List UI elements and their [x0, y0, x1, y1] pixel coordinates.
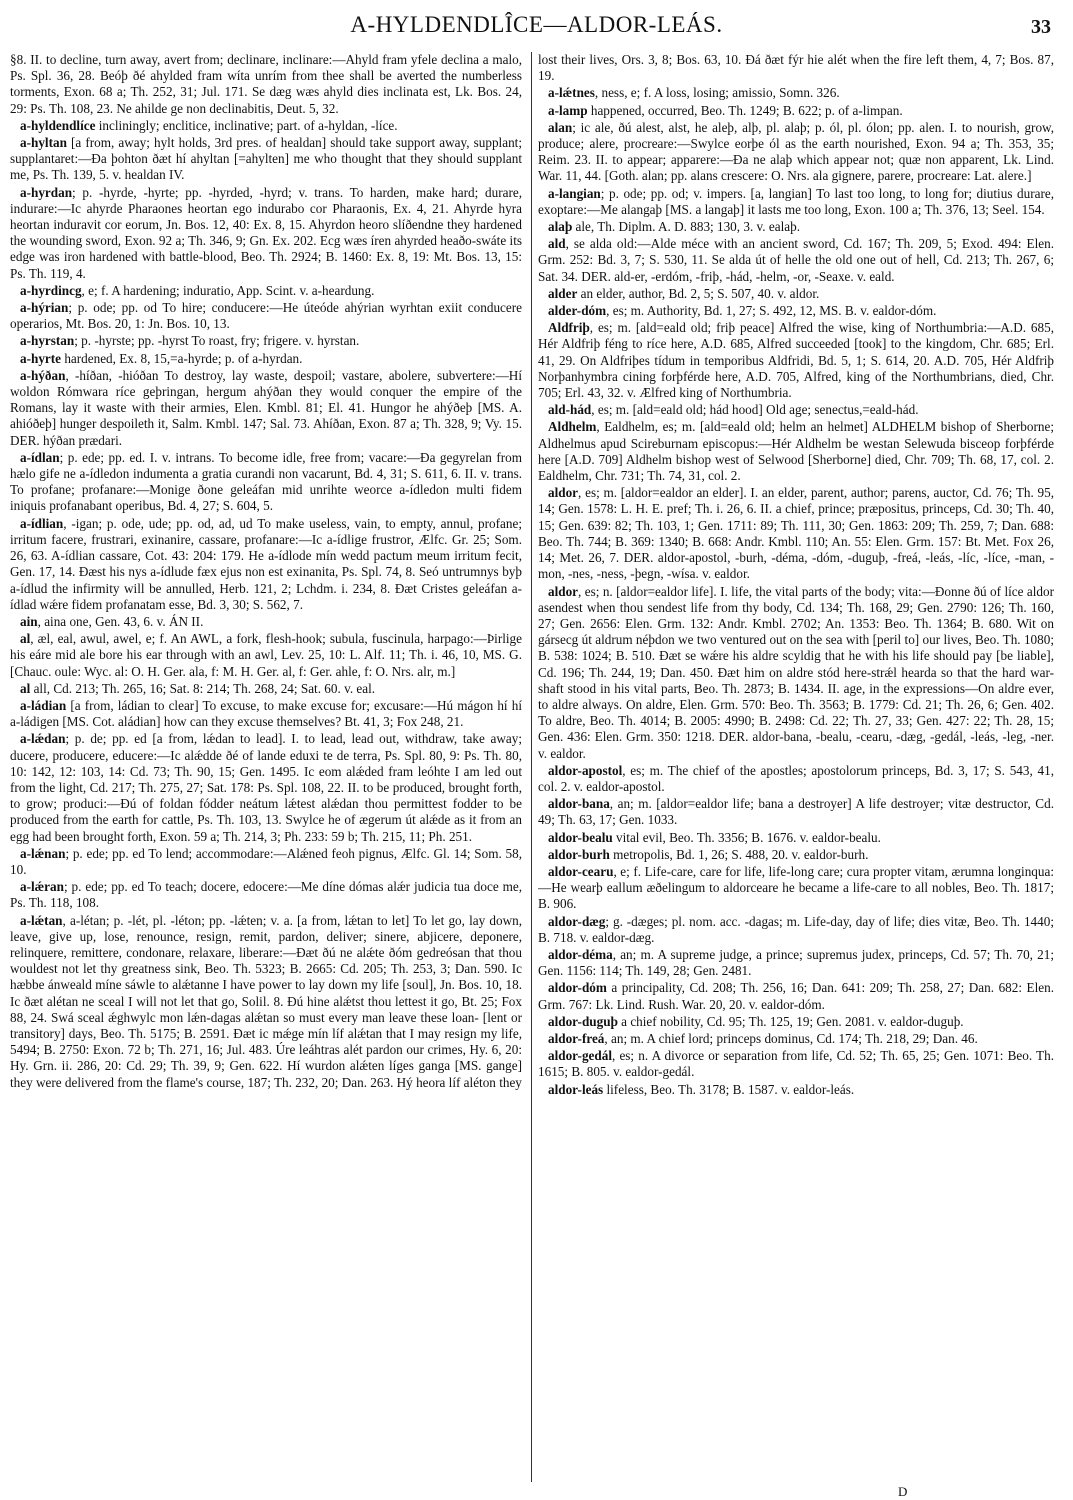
entry-text: [a from, ládian to clear] To excuse, to make excuse for; excusare:—Hú mágon hí hí a-ládigen [MS. Cot. aládian] how can they excuse themselves? Bt. 41, 3; Fox 248, 21. [10, 697, 522, 730]
entry-text: , Ealdhelm, es; m. [ald=eald old; helm an helmet] ALDHELM bishop of Sherborne; Aldhelmus apud Scireburnam episcopus:—Hér Aldhelm be westan Selewuda bisceop forþférde here [A.D. 709] Aldhelm bishop west of Selwood [Sherborne] died, Chr. 709; Th. 68, 17, col. 2. Ealdhelm, Chr. 731; Th. 74, 31, col. 2. [538, 419, 1054, 484]
column-divider [531, 52, 532, 1482]
dictionary-entry [538, 286, 1054, 302]
dictionary-entry [538, 52, 1054, 84]
entry-text: , -híðan, -hióðan To destroy, lay waste, despoil; vastare, abolere, subvertere:—Hí woldon Rómwara ríce geþringan, hergum ahýðan they would conquer the empire of the Romans, lay it waste with their armies, Elen. Kmbl. 81; El. 41. Hungor he ahýðeþ [MS. A. ahióðeþ] hunger despoileth it, Salm. Kmbl. 147; Sal. 73. Ahíðan, Exon. 87 a; Th. 328, 9; Vy. 15. DER. hýðan prædari. [10, 367, 522, 448]
dictionary-entry [538, 830, 1054, 846]
entry-headword: alan [548, 119, 573, 135]
dictionary-entry [538, 120, 1054, 185]
dictionary-entry [10, 333, 522, 349]
entry-text: ale, Th. Diplm. A. D. 883; 130, 3. v. ealaþ. [572, 219, 801, 235]
dictionary-entry [538, 85, 1054, 101]
entry-text: incliningly; enclitice, inclinative; part. of a-hyldan, -líce. [95, 117, 398, 133]
entry-headword: alder [548, 285, 578, 301]
dictionary-entry [10, 698, 522, 730]
entry-headword: aldor-burh [548, 846, 610, 862]
entry-headword: a-hýrian [20, 300, 69, 316]
entry-text: an elder, author, Bd. 2, 5; S. 507, 40. v. aldor. [577, 285, 820, 301]
entry-headword: a-lǽnan [20, 845, 66, 861]
dictionary-entry [538, 796, 1054, 828]
dictionary-entry [10, 135, 522, 184]
dictionary-entry [538, 980, 1054, 1012]
entry-text: , es; m. [aldor=ealdor an elder]. I. an elder, parent, author; parens, auctor, Cd. 76; Th. 95, 14; Gen. 1578: L. H. E. pref; Th. i. 26, 6. II. a chief, prince; præpositus, princeps, Cd. 30; Th. 40, 15; Gen. 639: 82; Th. 103, 1; Gen. 1711: 89; Th. 111, 30; Gen. 1863: 209; Th. 259, 7; Dan. 688: Beo. Th. 744; B. 369: 1340; B. 668: Andr. Kmbl. 110; An. 55: Elen. Grm. 157: Bt. Met. Fox 26, 14; Met. 26, 7. DER. aldor-apostol, -burh, -déma, -dóm, -duguþ, -freá, -leás, -líc, -líce, -man, -mon, -nes, -ness, -þegn, -wísa. v. ealdor. [538, 485, 1054, 582]
entry-text: all, Cd. 213; Th. 265, 16; Sat. 8: 214; Th. 268, 24; Sat. 60. v. eal. [30, 680, 376, 696]
dictionary-entry [538, 485, 1054, 582]
entry-headword: Aldhelm [548, 419, 597, 435]
entry-text: , es; n. A divorce or separation from life, Cd. 52; Th. 65, 25; Gen. 1071: Beo. Th. 1615; B. 805. v. ealdor-gedál. [538, 1048, 1054, 1080]
dictionary-entry [538, 864, 1054, 913]
page-number: 33 [1031, 16, 1051, 38]
dictionary-entry [10, 368, 522, 449]
dictionary-entry [10, 52, 522, 117]
entry-headword: aldor [548, 485, 579, 501]
entry-headword: a-lǽran [20, 879, 64, 895]
dictionary-entry [538, 763, 1054, 795]
dictionary-entry [10, 300, 522, 332]
dictionary-entry [10, 516, 522, 613]
entry-text: , æl, eal, awul, awel, e; f. An AWL, a fork, flesh-hook; subula, fuscinula, harpago:—Þirlige his eáre mid ale bore his ear through with an awl, Lev. 25, 10: L. Alf. 11; Th. i. 46, 10, MS. G. [Chauc. oule: Wyc. al: O. H. Ger. ala, f: M. H. Ger. al, f: Ger. ahle, f: O. Nrs. alr, m.] [10, 631, 522, 679]
entry-text: ; ic ale, ðú alest, alst, he aleþ, alþ, pl. alaþ; p. ól, pl. ólon; pp. alen. I. to nourish, grow, produce; alere, procreare:—Swylce eorþe ól as the earth nourished, Exon. 94 a; Th. 353, 35; Reim. 23. II. to appear; apparere:—Ða ne alaþ which appear not; quæ non apparent, Lk. Lind. War. 11, 44. [Goth. alan; pp. alans crescere: O. Nrs. ala gignere, parere, procreare: Lat. alere.] [538, 119, 1054, 184]
entry-text: ; p. ede; pp. ed To lend; accommodare:—Alǽned feoh pignus, Ælfc. Gl. 14; Som. 58, 10. [10, 845, 522, 877]
dictionary-entry [538, 186, 1054, 218]
dictionary-entry [538, 1082, 1054, 1098]
dictionary-entry [10, 185, 522, 282]
running-head [0, 8, 1073, 48]
entry-text: ; p. ode; pp. od; v. impers. [a, langian] To last too long, to long for; diutius durare, exoptare:—Me alangaþ [MS. a langaþ] it lasts me too long, Exon. 100 a; Th. 376, 13; Seel. 154. [538, 185, 1054, 217]
entry-headword: ain [20, 613, 38, 629]
entry-text: ; g. -dæges; pl. nom. acc. -dagas; m. Life-day, day of life; dies vitæ, Beo. Th. 1440; B. 718. v. ealdor-dæg. [538, 913, 1054, 945]
entry-text: , es; m. The chief of the apostles; apostolorum princeps, Bd. 3, 17; S. 543, 41, col. 2. v. ealdor-apostol. [538, 762, 1054, 794]
dictionary-entry [538, 847, 1054, 863]
entry-text: , e; f. A hardening; induratio, App. Scint. v. a-heardung. [81, 282, 375, 298]
entry-headword: a-hýðan [20, 367, 66, 383]
entry-text: §8. II. to decline, turn away, avert from; declinare, inclinare:—Ahyld fram yfele declina a malo, Ps. Spl. 36, 28. Beóþ ðé ahylded fram wíta unrím from thee shall be averted the numberless torments, Exon. 68 a; Th. 252, 31; Jul. 171. Se dæg wæs ahyld dies inclinata est, Lk. Bos. 24, 29: Ps. Th. 108, 23. Ne ahilde ge non declinabitis, Deut. 5, 32. [10, 52, 522, 116]
entry-headword: ald-hád [548, 402, 592, 418]
entry-headword: Aldfriþ [548, 320, 590, 336]
entry-text: metropolis, Bd. 1, 26; S. 488, 20. v. ealdor-burh. [609, 846, 869, 862]
entry-headword: aldor-leás [548, 1081, 604, 1097]
entry-headword: aldor-cearu [548, 863, 614, 879]
dictionary-entry [538, 219, 1054, 235]
entry-text: happened, occurred, Beo. Th. 1249; B. 622; p. of a-limpan. [587, 102, 903, 118]
right-column [538, 52, 1054, 1492]
dictionary-entry [538, 419, 1054, 484]
entry-text: [a from, away; hylt holds, 3rd pres. of healdan] should take support away, supplant; supplantaret:—Ða þohton ðæt hí ahyltan [=ahylten] me who thought that they should supplant me, Ps. Th. 139, 5. v. healdan IV. [10, 135, 522, 183]
entry-text: , a-létan; p. -lét, pl. -léton; pp. -lǽten; v. a. [a from, lǽtan to let] To let go, lay down, leave, give up, lose, renounce, resign, remit, pardon, deliver; sinere, abjicere, deponere, relinquere, remittere, condonare, relaxare, liberare:—Ðæt ðú ne alǽte ðóm gedreósan that thou wouldest not let thy greatness sink, Beo. Th. 5323; B. 2665: Cd. 205; Th. 253, 3; Dan. 590. Ic hæbbe ánweald míne sáwle to alǽtanne I have power to lay down my life [soul], Jn. Bos. 10, 18. Ic ðæt alétan ne sceal I will not let that go, Solil. 8. Ðú hine alǽtst thou lettest it go, Bt. 25; Fox 88, 24. Swá sceal ǽghwylc mon lǽn-dagas alǽtan so must every man leave these loan- [lent or transitory] days, Beo. Th. 5175; B. 2591. Ðæt ic mǽge mín líf alǽtan that I may resign my life, 5494; B. 2750: Exon. 72 b; Th. 271, 16; Jul. 483. Úre leáhtras alét pardon our crimes, Hy. 6, 20: Hy. Grn. ii. 286, 20: Cd. 29; Th. 39, 9; Gen. 622. Hí wurdon alǽten líges ganga [MS. gange] they were delivered from the flame's course, 187; Th. 232, 20; Dan. 263. Hý heora líf aléton they [10, 912, 522, 1090]
entry-text: lifeless, Beo. Th. 3178; B. 1587. v. ealdor-leás. [603, 1081, 855, 1097]
entry-headword: a-hyrte [20, 350, 62, 366]
entry-headword: aldor-bana [548, 796, 610, 812]
entry-text: , e; f. Life-care, care for life, life-long care; cura propter vitam, ærumna longinqua:—He wearþ eallum æðelingum to aldorcearе he became a life-care to all nobles, Beo. Th. 1817; B. 906. [538, 863, 1054, 912]
dictionary-entry [10, 681, 522, 697]
dictionary-entry [538, 584, 1054, 762]
entry-headword: a-lamp [548, 102, 588, 118]
entry-text: , an; m. A chief lord; princeps dominus, Cd. 174; Th. 218, 29; Dan. 46. [604, 1030, 978, 1046]
dictionary-entry [538, 914, 1054, 946]
dictionary-entry [538, 103, 1054, 119]
entry-text: , es; m. [ald=eald old; hád hood] Old age; senectus,=eald-hád. [591, 402, 919, 418]
entry-headword: aldor-bealu [548, 829, 613, 845]
entry-headword: a-ídlan [20, 449, 60, 465]
dictionary-entry [10, 118, 522, 134]
entry-headword: a-lǽtnes [548, 85, 595, 101]
entry-text: ; p. de; pp. ed [a from, lǽdan to lead]. I. to lead, lead out, withdraw, take away; ducere, producere, educere:—Ic alǽdde ðé of lande eduxi te de terra, Ps. Spl. 80, 9: Ps. Th. 80, 10: 142, 12: 103, 14: Cd. 73; Th. 90, 15; Gen. 1495. Ic eom alǽded fram leóhte I am led out from the light, Cd. 217; Th. 275, 27; Sat. 178: Ps. Spl. 108, 22. II. to be produced, brought forth, to grow; produci:—Ðú of foldan fódder neátum lǽtest alǽdan thou permittest fodder to be produced from the earth for cattle, Ps. Th. 103, 13. Swylce he of ægerum út alǽde as it from an egg had been brought forth, Exon. 59 a; Th. 214, 3; Ph. 233: 59 b; Th. 215, 11; Ph. 251. [10, 731, 522, 844]
entry-headword: a-ídlian [20, 515, 64, 531]
entry-text: , an; m. A supreme judge, a prince; supremus judex, princeps, Cd. 57; Th. 70, 21; Gen. 1156: 114; Th. 149, 28; Gen. 2481. [538, 946, 1054, 979]
dictionary-entry [538, 1014, 1054, 1030]
dictionary-entry [10, 731, 522, 844]
dictionary-entry [538, 303, 1054, 319]
entry-headword: aldor-dóm [548, 980, 607, 996]
entry-headword: a-hyltan [20, 135, 67, 151]
entry-headword: aldor-apostol [548, 762, 623, 778]
entry-headword: alaþ [548, 219, 573, 235]
entry-text: , an; m. [aldor=ealdor life; bana a destroyer] A life destroyer; vitæ destructor, Cd. 49; Th. 63, 17; Gen. 1033. [538, 796, 1054, 828]
entry-text: lost their lives, Ors. 3, 8; Bos. 63, 10. Ðá ðæt fýr hie alét when the fire left them, 4, 7; Bos. 87, 19. [538, 52, 1054, 84]
entry-headword: ald [548, 236, 566, 252]
dictionary-entry [10, 450, 522, 515]
entry-headword: a-hyrstan [20, 333, 75, 349]
dictionary-entry [538, 320, 1054, 401]
entry-text: , es; m. [ald=eald old; friþ peace] Alfred the wise, king of Northumbria:—A.D. 685, Hér Aldfriþ féng to ríce here, A.D. 685, Alfred succeeded [took] to the kingdom, Chr. 685; Erl. 41, 29. On Aldfriþes tídum in temporibus Aldfridi, Bd. 5, 1; S. 614, 20. A.D. 705, Hér Aldfriþ Norþanhymbra cining forþférde here, A.D. 705, Alfred, king of the Northumbrians, died, Chr. 705; Erl. 43, 32. v. Ælfred king of Northumbria. [538, 320, 1054, 401]
entry-headword: al [20, 631, 31, 647]
dictionary-entry [538, 236, 1054, 285]
entry-text: , ness, e; f. A loss, losing; amissio, Somn. 326. [594, 85, 840, 101]
entry-headword: a-hyldendlíce [20, 117, 96, 133]
entry-text: ; p. ode; pp. od To hire; conducere:—He úteóde ahýrian wyrhtan exiit conducere operarios, Mt. Bos. 20, 1: Jn. Bos. 10, 13. [10, 300, 522, 332]
entry-headword: al [20, 680, 31, 696]
entry-text: a chief nobility, Cd. 95; Th. 125, 19; Gen. 2081. v. ealdor-duguþ. [617, 1013, 964, 1029]
entry-headword: aldor-duguþ [548, 1013, 618, 1029]
dictionary-entry [10, 283, 522, 299]
entry-text: a principality, Cd. 208; Th. 256, 16; Dan. 641: 209; Th. 258, 27; Dan. 682: Elen. Grm. 767: Lk. Lind. Rush. War. 20, 20. v. ealdor-dóm. [538, 980, 1054, 1012]
entry-headword: aldor-dæg [548, 913, 606, 929]
dictionary-entry [10, 631, 522, 680]
dictionary-entry [538, 402, 1054, 418]
left-column [10, 52, 522, 1492]
entry-headword: aldor-freá [548, 1030, 605, 1046]
entry-headword: a-langian [548, 185, 601, 201]
dictionary-entry [10, 846, 522, 878]
page-title: A-HYLDENDLÎCE—ALDOR-LEÁS. [350, 12, 723, 37]
signature-mark: D [898, 1484, 908, 1499]
entry-headword: alder-dóm [548, 303, 607, 319]
dictionary-entry [10, 351, 522, 367]
entry-text: ; p. ede; pp. ed. I. v. intrans. To become idle, free from; vacare:—Ða gegyrelan from hælo gife ne a-ídledon indumenta a gratia curandi non vacarunt, Bd. 4, 31; S. 611, 6. II. v. trans. To profane; profanare:—Monige ðone geleáfan mid unrihte weorce a-ídledon multi fidem iniquis profanabant operibus, Bd. 4, 27; S. 604, 5. [10, 449, 522, 514]
entry-headword: a-hyrdincg [20, 282, 82, 298]
entry-text: , aina one, Gen. 43, 6. v. ÁN II. [37, 613, 204, 629]
entry-text: ; p. -hyrste; pp. -hyrst To roast, fry; frigere. v. hyrstan. [74, 333, 360, 349]
entry-text: , es; n. [aldor=ealdor life]. I. life, the vital parts of the body; vita:—Ðonne ðú of líce aldor asendest when thou sendest life from thy body, Cd. 134; Th. 168, 29; Gen. 2790: 126; Th. 160, 27; Gen. 2656: Elen. Grm. 132: Andr. Kmbl. 2702; An. 1353: Beo. Th. 1364; B. 680. Wit on gársecg út aldrum néþdon we two ventured out on the sea with [peril to] our lives, Beo. Th. 1080; B. 538: 1024; B. 510. Ðæt se wǽre his aldre scyldig that he with his life should pay [be liable], Cd. 196; Th. 244, 19; Dan. 450. Ðæt him on aldre stód here-strǽl hearda so that the hard war-shaft stood in his vital parts, Beo. Th. 2873; B. 1434. II. age, in the expressions—On aldre ever, to aldre always. On aldre, Elen. Grm. 570: Beo. Th. 3563; B. 1779: Cd. 21; Th. 26, 6; Gen. 402. To aldre, Beo. Th. 4014; B. 2005: 4990; B. 2498: Cd. 22; Th. 27, 33; Gen. 427: 22; Th. 28, 15; Gen. 436: Elen. Grm. 350: 1218. DER. aldor-bana, -bealu, -cearu, -dæg, -gedál, -leás, -leg, -ner. v. ealdor. [538, 583, 1054, 761]
dictionary-entry [538, 947, 1054, 979]
dictionary-entry [538, 1048, 1054, 1080]
entry-text: ; p. ede; pp. ed To teach; docere, edocere:—Me díne dómas alǽr judicia tua doce me, Ps. Th. 118, 108. [10, 879, 522, 911]
entry-headword: aldor-déma [548, 946, 613, 962]
entry-text: vital evil, Beo. Th. 3356; B. 1676. v. ealdor-bealu. [612, 829, 881, 845]
entry-headword: a-ládian [20, 697, 67, 713]
entry-text: , se alda old:—Alde méce with an ancient sword, Cd. 167; Th. 209, 5; Exod. 494: Elen. Grm. 252: Bd. 3, 7; S. 530, 11. Se alda út of helle the old one out of hell, Cd. 213; Th. 267, 6; Sat. 34. DER. ald-er, -erdóm, -friþ, -hád, -helm, -or, -Seaxe. v. eald. [538, 236, 1054, 284]
entry-text: , es; m. Authority, Bd. 1, 27; S. 492, 12, MS. B. v. ealdor-dóm. [606, 303, 937, 319]
entry-text: , -igan; p. ode, ude; pp. od, ad, ud To make useless, vain, to empty, annul, profane; irritum facere, frustrari, exinanire, cassare, profanare:—Ic a-ídlige frustror, Ælfc. Gr. 25; Som. 26, 63. A-ídlian cassare, Cot. 43: 204: 179. He a-ídlode mín wedd pactum meum irritum fecit, Gen. 17, 14. Ðæst his nys a-ídlude fæx ejus non est exinanita, Ps. Spl. 74, 8. Seó untrumnys byþ a-ídlud the infirmity will be annulled, Herb. 121, 2; Lchdm. i. 234, 8. Ðæt Cristes geleáfan a-ídlad wǽre fidem profanatam esse, Bd. 3, 30; S. 562, 7. [10, 515, 522, 612]
entry-headword: a-lǽdan [20, 731, 66, 747]
entry-text: hardened, Ex. 8, 15,=a-hyrde; p. of a-hyrdan. [61, 350, 303, 366]
entry-headword: a-lǽtan [20, 912, 63, 928]
dictionary-entry [10, 614, 522, 630]
entry-headword: a-hyrdan [20, 184, 73, 200]
dictionary-entry [10, 913, 522, 1091]
entry-headword: aldor [548, 583, 579, 599]
entry-headword: aldor-gedál [548, 1048, 612, 1064]
entry-text: ; p. -hyrde, -hyrte; pp. -hyrded, -hyrd; v. trans. To harden, make hard; durare, indurare:—Ic ahyrde Pharaones heortan ego indurabo cor Pharaonis, Ex. 4, 21. Ahyrde hyra heortan induravit cor eorum, Jn. Bos. 12, 40: Ex. 8, 15. Ahyrdon heoro slíðendne they hardened the wounding sword, Exon. 92 a; Th. 346, 9; Gn. Ex. 202. Ecg wæs íren ahyrded heaðo-swáte its edge was iron hardened with battle-blood, Beo. Th. 2924; B. 1460: Ex. 8, 19: Mt. Bos. 13, 15: Ps. Th. 119, 4. [10, 184, 522, 281]
dictionary-entry [10, 879, 522, 911]
dictionary-entry [538, 1031, 1054, 1047]
